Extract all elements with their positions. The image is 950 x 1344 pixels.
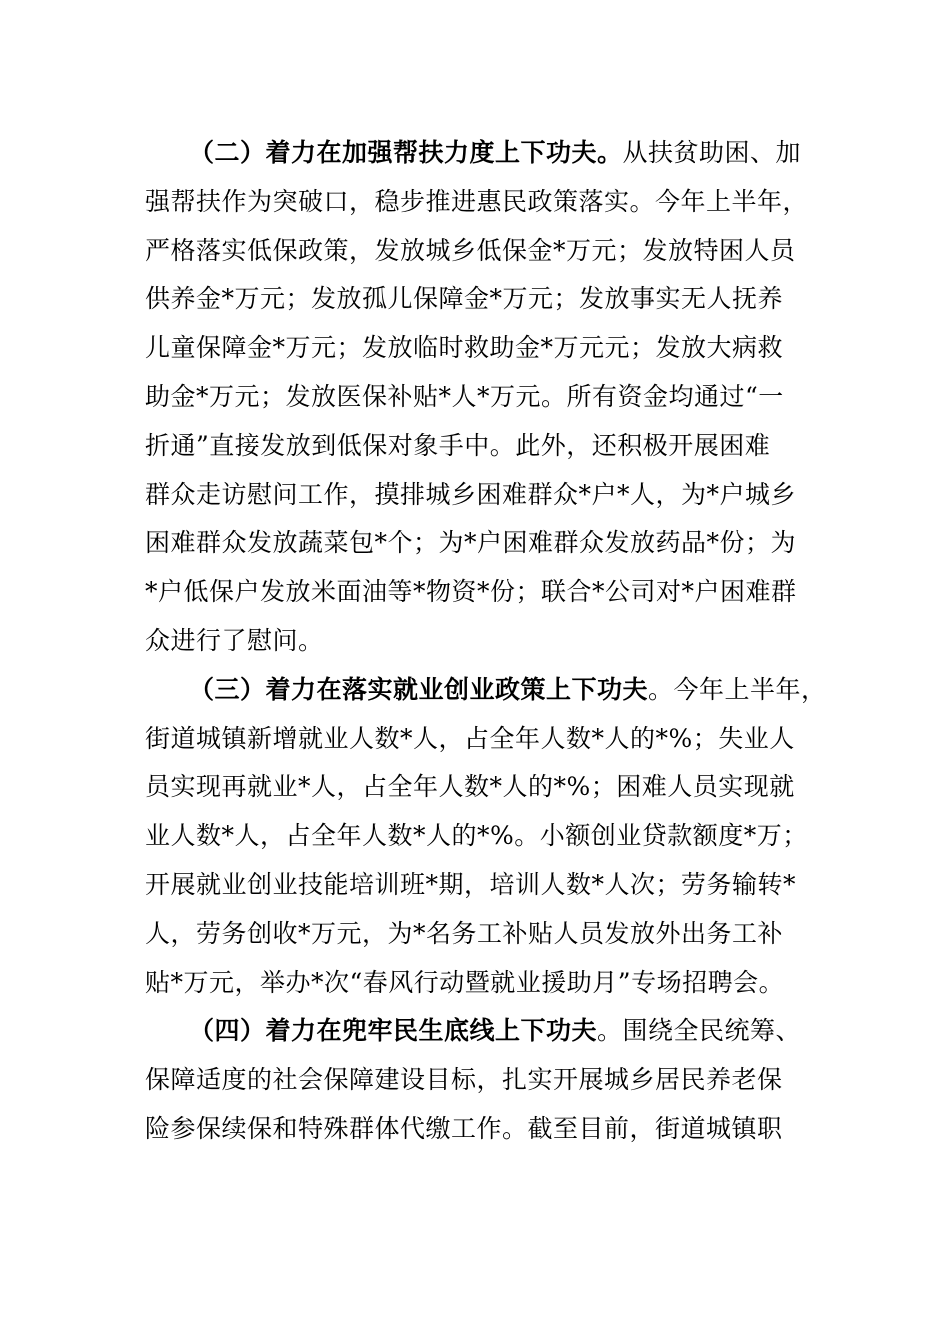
paragraph-4-line: 保障适度的社会保障建设目标，扎实开展城乡居民养老保 [145,1065,783,1095]
paragraph-4-line [145,1007,805,1056]
paragraph-3-line [145,666,827,715]
paragraph-2-line [145,129,805,178]
paragraph-2-line: 供养金*万元；发放孤儿保障金*万元；发放事实无人抚养 [145,284,784,314]
section-heading-2: （二）着力在加强帮扶力度上下功夫。 [189,138,623,167]
paragraph-2-line: 强帮扶作为突破口，稳步推进惠民政策落实。今年上半年， [145,186,809,216]
paragraph-2-line: 折通”直接发放到低保对象手中。此外，还积极开展困难 [145,430,771,460]
paragraph-2-line: 严格落实低保政策，发放城乡低保金*万元；发放特困人员 [145,235,796,265]
section-heading-3: （三）着力在落实就业创业政策上下功夫 [189,674,649,704]
paragraph-2-line: 助金*万元；发放医保补贴*人*万元。所有资金均通过“一 [145,381,784,411]
paragraph-3-line: 员实现再就业*人，占全年人数*人的*%；困难人员实现就 [145,772,795,802]
section-heading-4: （四）着力在兜牢民生底线上下功夫 [189,1016,598,1046]
paragraph-2-line: 儿童保障金*万元；发放临时救助金*万元元；发放大病救 [145,333,784,363]
paragraph-3-line: 开展就业创业技能培训班*期，培训人数*人次；劳务输转* [145,869,797,899]
line-text: 从扶贫助困、加 [622,138,802,167]
paragraph-2-line: *户低保户发放米面油等*物资*份；联合*公司对*户困难群 [145,577,797,607]
paragraph-3-line: 业人数*人，占全年人数*人的*%。小额创业贷款额度*万； [145,821,808,851]
line-text: 。围绕全民统筹、 [597,1016,802,1046]
document-page [145,129,827,1154]
paragraph-3-line: 街道城镇新增就业人数*人，占全年人数*人的*%；失业人 [145,723,795,753]
paragraph-2-line: 众进行了慰问。 [145,625,324,655]
line-text: 。今年上半年， [648,674,827,704]
paragraph-3-line: 贴*万元，举办*次“春风行动暨就业援助月”专场招聘会。 [145,967,785,997]
paragraph-3-line: 人，劳务创收*万元，为*名务工补贴人员发放外出务工补 [145,918,784,948]
paragraph-4-line: 险参保续保和特殊群体代缴工作。截至目前，街道城镇职 [145,1113,783,1143]
paragraph-2-line: 困难群众发放蔬菜包*个；为*户困难群众发放药品*份；为 [145,528,797,558]
paragraph-2-line: 群众走访慰问工作，摸排城乡困难群众*户*人，为*户城乡 [145,479,797,509]
